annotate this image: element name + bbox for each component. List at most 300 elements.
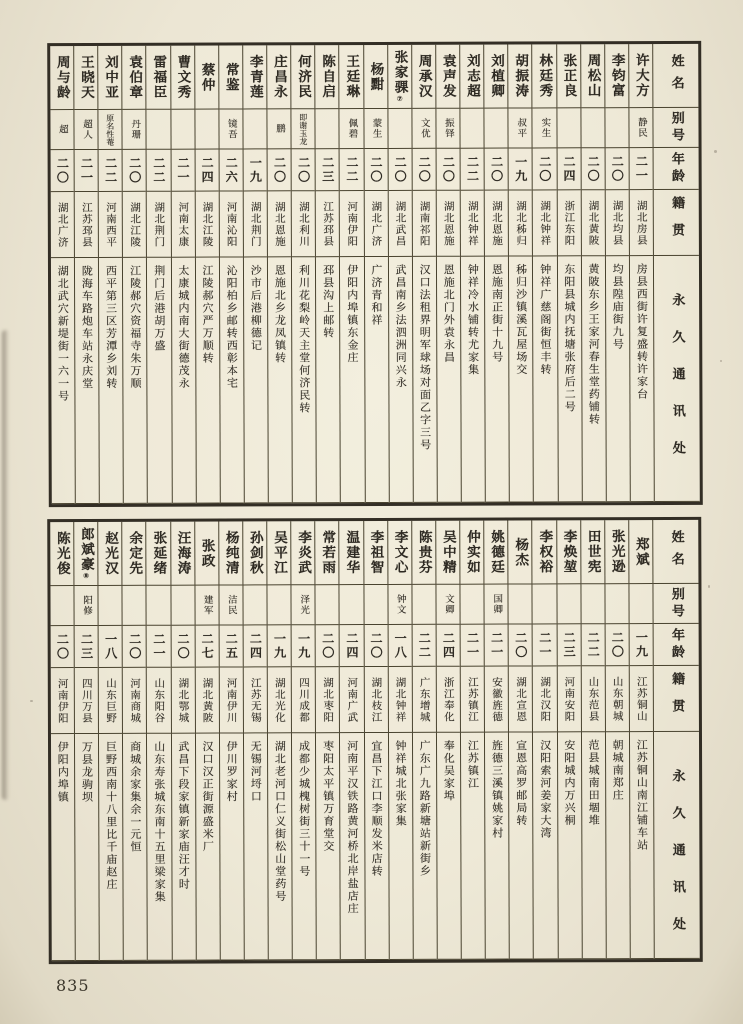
alias-cell: [99, 110, 122, 150]
person-alias: 静民: [635, 117, 647, 139]
name-cell: [605, 520, 628, 584]
native-cell: [509, 666, 532, 732]
native-cell: [268, 191, 291, 257]
person-age: 二二: [417, 631, 432, 660]
person-column: [170, 46, 196, 504]
native-cell: [51, 192, 74, 258]
person-alias: 文优: [418, 117, 430, 139]
person-native-place: 江苏铜山: [635, 675, 648, 722]
native-cell: [171, 192, 194, 258]
address-cell: [364, 733, 388, 960]
name-cell: [291, 521, 314, 585]
paper-speck: [708, 585, 710, 588]
age-cell: [195, 626, 218, 668]
header-age-label: 年龄: [668, 627, 685, 662]
age-cell: [75, 626, 98, 668]
alias-cell: [340, 585, 363, 625]
person-name: 张光逊: [608, 529, 625, 575]
age-cell: [99, 626, 122, 668]
person-native-place: 浙江奉化: [442, 676, 455, 723]
address-cell: [244, 733, 268, 960]
person-address: 江苏镇江: [466, 739, 480, 790]
person-address: 旌德三溪镇姚家村: [490, 739, 504, 840]
header-alias-label: 别号: [668, 110, 684, 145]
person-age: 二〇: [441, 155, 456, 184]
person-name: 余定先: [126, 530, 143, 576]
age-cell: [316, 625, 339, 667]
name-cell: [74, 522, 97, 586]
address-cell: [485, 257, 509, 503]
person-alias: 洁民: [225, 594, 237, 616]
age-cell: [195, 150, 218, 192]
person-column: [314, 45, 340, 503]
age-cell: [292, 149, 315, 191]
header-native-label: 籍贯: [669, 195, 685, 250]
name-cell: [388, 45, 411, 109]
address-cell: [220, 257, 244, 503]
alias-cell: [243, 585, 266, 625]
header-name-label: 姓名: [668, 53, 684, 98]
name-cell: [98, 46, 121, 110]
person-name: 姚德廷: [488, 529, 505, 575]
age-cell: [243, 149, 266, 191]
person-column: [339, 45, 365, 503]
binding-edge-smudge: [2, 330, 9, 800]
person-native-place: 湖北均县: [611, 199, 624, 246]
person-age: 二四: [200, 156, 215, 185]
person-address: 湖北老河口仁义街松山堂药号: [273, 740, 287, 903]
person-native-place: 湖北恩施: [273, 200, 286, 247]
person-column: [604, 44, 630, 502]
native-cell: [557, 666, 580, 732]
address-cell: [340, 733, 364, 960]
alias-cell: [460, 585, 483, 625]
address-cell: [244, 257, 268, 503]
age-cell: [485, 149, 508, 191]
name-cell: [219, 521, 242, 585]
person-native-place: 广东增城: [418, 676, 431, 723]
address-cell: [557, 732, 581, 959]
paper-speck: [720, 360, 722, 362]
person-address: 邳县沟上邮转: [321, 264, 335, 340]
person-column: [97, 46, 123, 504]
age-cell: [243, 625, 266, 667]
person-age: 二〇: [610, 154, 625, 183]
name-cell: [436, 521, 459, 585]
header-age-cell: [654, 624, 699, 666]
name-cell: [291, 45, 314, 109]
person-age: 二〇: [55, 156, 70, 185]
alias-cell: [171, 586, 194, 626]
person-address: 钟祥冷水铺转尤家集: [466, 263, 480, 377]
person-address: 江陵郝穴资福寺朱万顺: [128, 264, 142, 390]
person-alias: 钟文: [394, 593, 406, 615]
person-address: 秭归沙镇溪瓦屋场交: [514, 263, 528, 377]
native-cell: [412, 667, 435, 733]
person-native-place: 湖北鄂城: [177, 677, 190, 724]
name-cell: [315, 45, 338, 109]
native-cell: [292, 667, 315, 733]
person-age: 二七: [200, 632, 215, 661]
person-native-place: 湖北江陵: [201, 201, 214, 248]
header-alias-label: 别号: [668, 586, 684, 621]
person-address: 武昌下段家镇新家庙汪才时: [176, 740, 191, 891]
name-cell: [460, 521, 483, 585]
person-age: 二二: [344, 155, 359, 184]
native-cell: [147, 668, 170, 734]
person-name: 许大方: [632, 53, 649, 99]
person-name: 常若雨: [319, 530, 336, 576]
person-name: 胡振涛: [512, 53, 529, 99]
native-cell: [340, 667, 363, 733]
age-cell: [533, 148, 556, 190]
person-age: 二二: [465, 155, 480, 184]
address-cell: [171, 734, 195, 961]
person-native-place: 湖北钟祥: [466, 200, 479, 247]
native-cell: [340, 191, 363, 257]
person-name: 王廷琳: [343, 54, 360, 100]
person-native-place: 河南商城: [129, 677, 142, 724]
person-address: 恩施北门外袁永昌: [442, 263, 456, 364]
person-column: [290, 45, 316, 503]
person-age: 二〇: [610, 630, 625, 659]
name-cell: [315, 521, 338, 585]
address-cell: [99, 258, 123, 504]
person-column: [411, 45, 437, 503]
alias-cell: [485, 109, 508, 149]
name-cell: [412, 521, 435, 585]
person-name: 李文心: [391, 529, 408, 575]
native-cell: [509, 190, 532, 256]
name-cell: [581, 520, 604, 584]
person-address: 伊阳内埠镇: [56, 741, 70, 804]
alias-cell: [292, 109, 315, 149]
person-alias: 建军: [201, 594, 213, 616]
age-cell: [388, 625, 411, 667]
age-cell: [292, 625, 315, 667]
person-name: 张延绪: [150, 530, 167, 576]
alias-cell: [316, 109, 339, 149]
person-address: 山东寿张城东南十五里梁家集: [152, 740, 167, 904]
person-native-place: 湖北钟祥: [394, 676, 407, 723]
alias-cell: [557, 108, 580, 148]
native-cell: [557, 190, 580, 256]
native-cell: [630, 666, 653, 732]
native-cell: [461, 667, 484, 733]
paper-speck: [714, 150, 717, 153]
person-column: [556, 520, 582, 959]
address-cell: [268, 733, 292, 960]
address-cell: [340, 257, 364, 503]
person-age: 二三: [79, 632, 94, 661]
person-column: [363, 521, 389, 960]
person-column: [73, 522, 99, 961]
alias-cell: [364, 585, 387, 625]
alias-cell: [436, 585, 459, 625]
person-age: 二〇: [537, 154, 552, 183]
person-native-place: 湖北荆门: [153, 201, 166, 248]
address-cell: [268, 257, 292, 503]
person-column: [121, 522, 147, 961]
native-cell: [244, 667, 267, 733]
person-age: 二一: [537, 630, 552, 659]
alias-cell: [147, 110, 170, 150]
name-cell: [388, 521, 411, 585]
native-cell: [533, 666, 556, 732]
person-age: 二一: [79, 156, 94, 185]
address-cell: [461, 257, 485, 503]
age-cell: [436, 625, 459, 667]
person-native-place: 湖北恩施: [490, 200, 504, 247]
alias-cell: [50, 110, 73, 150]
age-cell: [75, 150, 98, 192]
person-native-place: 河南伊川: [225, 676, 238, 724]
person-column: [435, 521, 461, 960]
person-name: 雷福臣: [150, 54, 167, 100]
person-alias: 泽光: [298, 594, 310, 616]
age-cell: [99, 150, 122, 192]
person-age: 二〇: [127, 632, 142, 661]
paper-speck: [30, 700, 33, 702]
age-cell: [219, 625, 242, 667]
person-age: 二一: [175, 156, 191, 185]
name-cell: [557, 520, 580, 584]
alias-cell: [557, 584, 580, 624]
person-address: 武昌南乡法泗洲同兴永: [393, 263, 408, 389]
person-address: 恩施北乡龙凤镇转: [273, 264, 287, 365]
alias-cell: [219, 109, 242, 149]
person-name: 蔡仲: [198, 62, 215, 93]
person-address: 陇海车路炮车站永庆堂: [80, 264, 94, 391]
person-column: [266, 521, 292, 960]
person-name: 常鉴: [222, 61, 239, 93]
address-cell: [509, 256, 533, 502]
person-native-place: 湖北枝江: [370, 676, 383, 723]
name-cell: [171, 46, 194, 110]
person-name: 汪海涛: [174, 530, 191, 576]
alias-cell: [581, 584, 604, 624]
alias-cell: [316, 585, 339, 625]
person-native-place: 山东巨野: [104, 677, 118, 724]
person-address: 恩施南正街十九号: [490, 263, 504, 364]
person-native-place: 湖北黄陂: [201, 677, 214, 724]
person-native-place: 江苏邳县: [322, 200, 335, 247]
person-column: [73, 46, 99, 504]
person-column: [363, 45, 389, 503]
address-cell: [437, 257, 461, 503]
person-name: 李焕堃: [560, 529, 577, 575]
age-cell: [581, 624, 604, 666]
native-cell: [364, 191, 387, 257]
person-name: 陈贵芬: [415, 529, 432, 575]
person-column: [628, 44, 654, 502]
person-age: 二〇: [175, 632, 191, 661]
person-native-place: 河南沁阳: [225, 200, 238, 248]
address-cell: [292, 733, 316, 960]
person-age: 二四: [561, 154, 577, 183]
person-column: [146, 522, 172, 961]
person-alias: 超人: [81, 118, 93, 141]
person-native-place: 湖北恩施: [442, 200, 455, 247]
person-name: 周承汉: [415, 53, 432, 99]
native-cell: [605, 666, 628, 732]
person-age: 二六: [224, 155, 239, 185]
person-age: 二〇: [393, 155, 408, 184]
alias-cell: [533, 584, 556, 624]
person-age: 二〇: [368, 631, 384, 660]
name-cell: [629, 44, 652, 108]
person-native-place: 河南安阳: [563, 675, 576, 722]
age-cell: [340, 625, 363, 667]
person-native-place: 湖北宣恩: [515, 675, 528, 723]
address-cell: [606, 256, 630, 502]
person-age: 二〇: [417, 155, 432, 184]
alias-cell: [509, 108, 532, 148]
address-cell: [147, 734, 171, 961]
native-cell: [630, 190, 653, 256]
alias-cell: [340, 109, 363, 149]
age-cell: [557, 148, 580, 190]
address-cell: [196, 734, 220, 961]
person-age: 一九: [272, 631, 287, 660]
native-cell: [219, 667, 242, 733]
person-native-place: 湖北汉阳: [539, 675, 552, 722]
person-age: 二二: [586, 630, 601, 659]
person-alias: 超: [56, 124, 68, 135]
person-name: 李炎武: [295, 530, 312, 576]
person-address: 范县城南田堌堆: [586, 739, 601, 827]
directory-table-bottom: [47, 517, 703, 964]
age-cell: [364, 625, 387, 667]
person-name: 刘植卿: [487, 53, 505, 99]
alias-cell: [388, 109, 411, 149]
person-native-place: 湖北利川: [297, 200, 311, 247]
person-native-place: 湖北江陵: [129, 201, 142, 248]
age-cell: [147, 626, 170, 668]
person-column: [242, 521, 268, 960]
native-cell: [364, 667, 387, 733]
native-cell: [437, 191, 460, 257]
header-native-label: 籍贯: [669, 671, 685, 726]
native-cell: [219, 191, 242, 257]
native-cell: [195, 192, 218, 258]
person-name: 郑斌: [632, 536, 649, 567]
person-column: [242, 45, 268, 503]
address-cell: [171, 258, 195, 504]
name-cell: [171, 522, 194, 586]
alias-cell: [364, 109, 387, 149]
header-address-label: 永久通讯处: [669, 768, 686, 954]
person-column: [580, 520, 606, 959]
name-cell: [195, 522, 218, 586]
alias-cell: [581, 108, 604, 148]
header-column: [652, 520, 700, 959]
person-address: 均县隍庙街九号: [611, 263, 625, 351]
person-native-place: 湖北房县: [635, 199, 648, 246]
person-alias: 丹珊: [129, 118, 141, 140]
age-cell: [485, 625, 508, 667]
header-name-cell: [653, 44, 698, 108]
person-native-place: 江苏邳县: [80, 201, 93, 248]
person-column: [580, 44, 606, 502]
person-age: 二〇: [272, 155, 287, 184]
native-cell: [244, 191, 267, 257]
name-cell: [605, 44, 628, 108]
person-native-place: 河南广武: [346, 676, 359, 723]
person-alias: 阳修: [81, 594, 93, 617]
person-age: 二四: [441, 631, 456, 660]
alias-cell: [509, 584, 532, 624]
age-cell: [436, 149, 459, 191]
person-alias: 佩碧: [346, 118, 358, 140]
person-age: 二〇: [368, 155, 384, 184]
age-cell: [316, 149, 339, 191]
person-address: 伊阳内埠镇东金庄: [345, 264, 360, 365]
age-cell: [219, 149, 242, 191]
alias-cell: [243, 109, 266, 149]
person-native-place: 湖北光化: [273, 676, 287, 723]
person-alias: 文卿: [442, 593, 454, 615]
person-address: 河南平汉铁路黄河桥北岸盐店庄: [345, 740, 360, 916]
person-age: 二〇: [489, 155, 504, 184]
person-column: [121, 46, 147, 504]
alias-cell: [485, 585, 508, 625]
name-cell: [147, 46, 170, 110]
address-cell: [51, 734, 75, 961]
address-cell: [196, 258, 220, 504]
age-cell: [123, 626, 146, 668]
person-column: [532, 44, 558, 502]
person-native-place: 河南太康: [177, 201, 190, 248]
alias-cell: [605, 108, 628, 148]
native-cell: [412, 191, 435, 257]
alias-cell: [123, 110, 146, 150]
age-cell: [171, 626, 194, 668]
address-cell: [389, 733, 413, 960]
alias-cell: [388, 585, 411, 625]
person-alias: 实生: [539, 117, 551, 139]
address-cell: [147, 258, 171, 504]
age-cell: [412, 625, 435, 667]
name-cell: [243, 521, 266, 585]
person-column: [194, 46, 220, 504]
name-cell: [267, 45, 290, 109]
person-age: 一九: [513, 154, 528, 184]
address-cell: [123, 734, 147, 961]
person-name: 周松山: [584, 53, 601, 99]
person-native-place: 安徽旌德: [490, 676, 504, 723]
alias-cell: [267, 585, 290, 625]
name-cell: [508, 520, 531, 584]
native-cell: [268, 667, 291, 733]
native-cell: [316, 667, 339, 733]
name-cell: [364, 521, 387, 585]
person-native-place: 湖南祁阳: [418, 200, 431, 247]
person-address: 汉阳索河姜家大湾: [538, 739, 553, 840]
name-cell: [508, 44, 531, 108]
person-native-place: 湖北钟祥: [539, 199, 552, 246]
alias-cell: [219, 585, 242, 625]
age-cell: [388, 149, 411, 191]
person-age: 二〇: [296, 155, 311, 184]
person-native-place: 湖北枣阳: [322, 676, 335, 723]
person-name: 杨黚: [367, 61, 384, 92]
person-name: 李祖智: [367, 529, 384, 576]
name-cell: [340, 45, 363, 109]
person-column: [50, 46, 75, 504]
person-column: [435, 45, 461, 503]
person-address: 宣恩高罗邮局转: [514, 739, 528, 828]
